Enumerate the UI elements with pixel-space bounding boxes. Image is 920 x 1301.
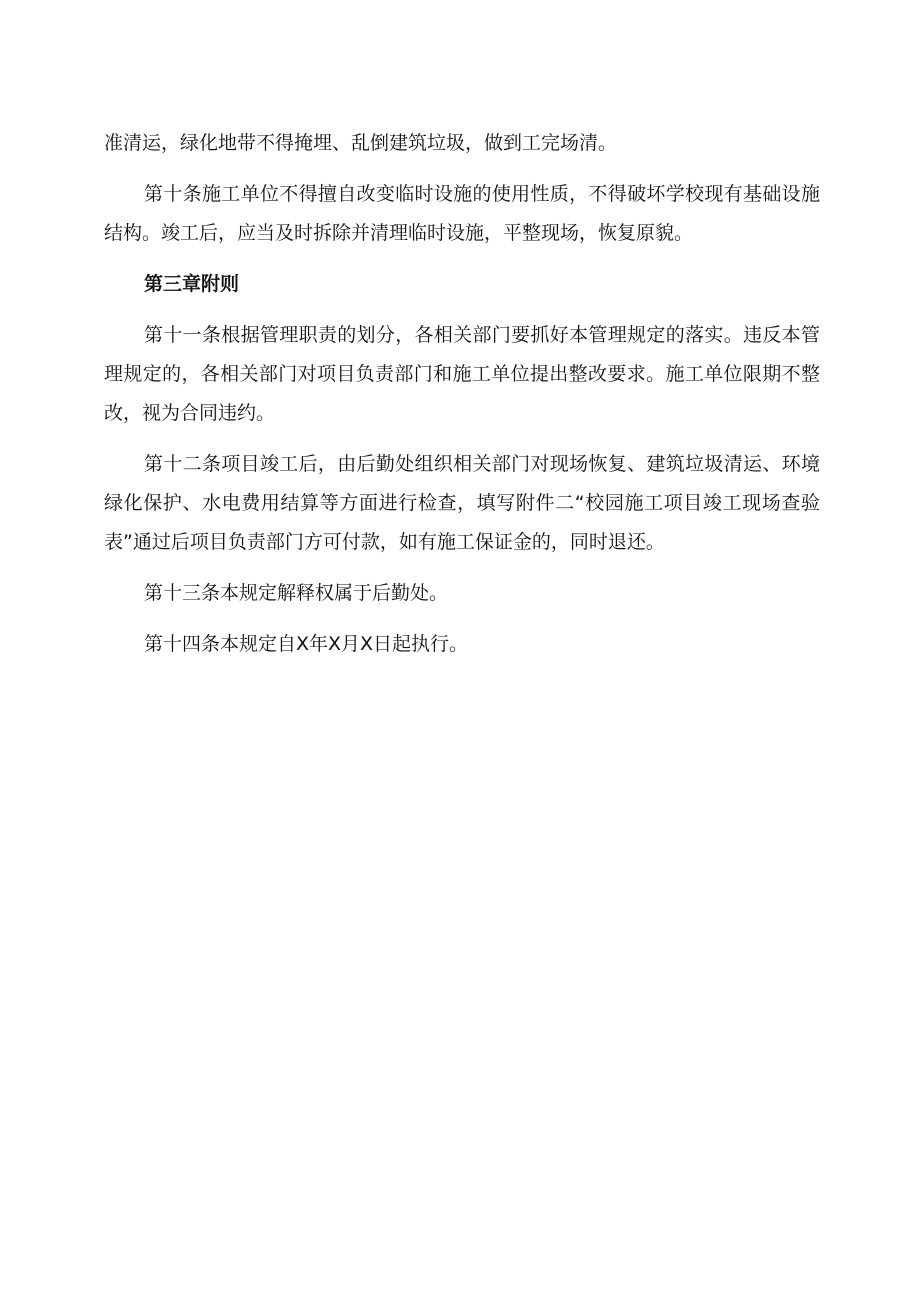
chapter-heading: 第三章附则 (144, 273, 240, 295)
paragraph-article-14: 第十四条本规定自X年X月X日起执行。 (144, 633, 469, 655)
paragraph-continuation: 准清运，绿化地带不得掩埋、乱倒建筑垃圾，做到工完场清。 (104, 132, 618, 154)
paragraph-article-10: 第十条施工单位不得擅自改变临时设施的使用性质，不得破坏学校现有基础设施结构。竣工后，应当及时拆除并清理临时设施，平整现场，恢复原貌。 (104, 183, 820, 244)
paragraph-article-13: 第十三条本规定解释权属于后勤处。 (144, 582, 449, 604)
document-page (104, 124, 820, 676)
paragraph-article-12: 第十二条项目竣工后，由后勤处组织相关部门对现场恢复、建筑垃圾清运、环境绿化保护、水电费用结算等方面进行检查，填写附件二“校园施工项目竣工现场查验表”通过后项目负责部门方可付款，如有施工保证金的，同时退还。 (104, 453, 820, 553)
paragraph-article-11: 第十一条根据管理职责的划分，各相关部门要抓好本管理规定的落实。违反本管理规定的，各相关部门对项目负责部门和施工单位提出整改要求。施工单位限期不整改，视为合同违约。 (104, 324, 820, 424)
